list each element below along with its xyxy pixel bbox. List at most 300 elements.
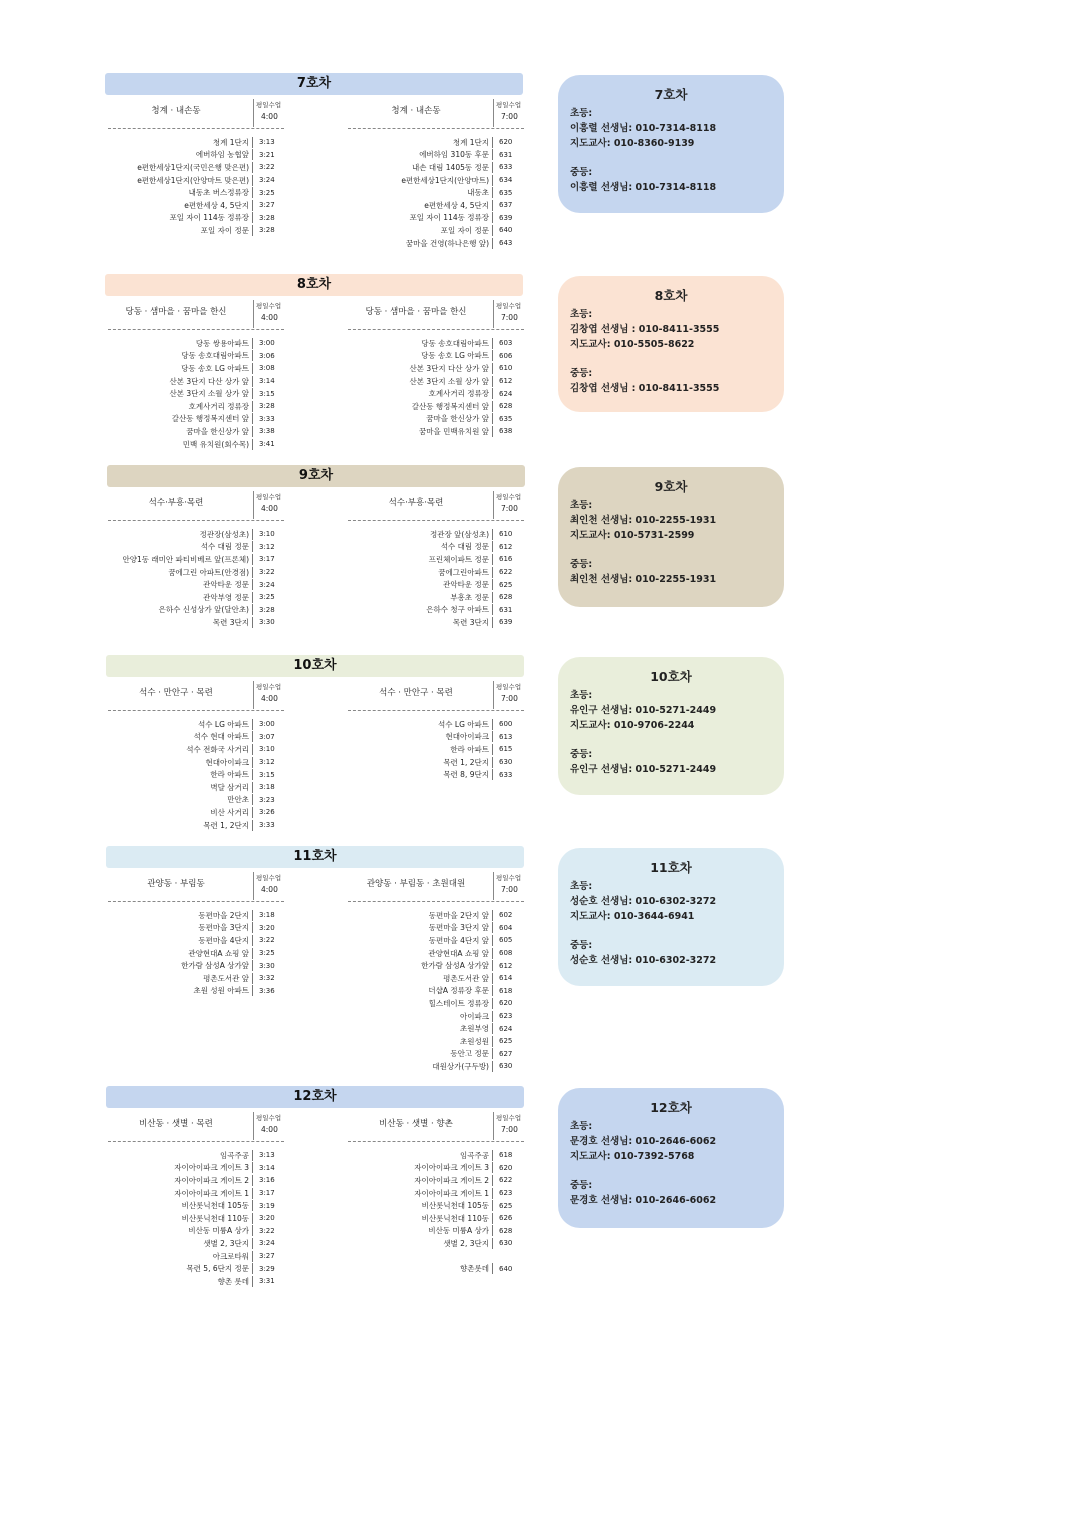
stop-time: 623	[499, 1189, 513, 1198]
middle-teacher-phone: 문경호 선생님: 010-2646-6062	[570, 1195, 717, 1206]
stop-time: 3:36	[259, 986, 275, 995]
departure-time: 7:00	[501, 694, 518, 703]
stop-time: 613	[499, 732, 513, 741]
header-divider	[493, 491, 494, 519]
stop-name: 자이아이파크 게이트 3	[106, 1162, 253, 1173]
stop-name: 석수 LG 아파트	[106, 719, 253, 730]
middle-label: 중등:	[570, 167, 593, 178]
stop-time: 612	[499, 961, 513, 970]
stop-name: 포일 자이 정문	[346, 225, 493, 236]
stop-name: 벽달 삼거리	[106, 782, 253, 793]
stop-list	[346, 136, 529, 249]
list-item	[346, 136, 529, 149]
list-item	[346, 413, 529, 426]
time-label: 평일수업	[496, 493, 522, 501]
stop-name: 프린체이파트 정문	[346, 554, 493, 565]
stop-name: 비산롯닉천대 110동	[346, 1213, 493, 1224]
stop-name: e편한세상1단지(안양마트 맞은편)	[106, 175, 253, 186]
stop-time: 639	[499, 618, 513, 627]
stop-time: 3:27	[259, 1252, 275, 1261]
stop-time: 630	[499, 758, 513, 767]
stop-name: e편한세상 4, 5단지	[106, 200, 253, 211]
list-item	[106, 350, 289, 363]
stop-time: 3:30	[259, 618, 275, 627]
stop-time: 3:08	[259, 364, 275, 373]
list-item	[346, 425, 529, 438]
stop-time: 3:23	[259, 795, 275, 804]
stop-name: 석수 LG 아파트	[346, 719, 493, 730]
stop-time: 625	[499, 1037, 513, 1046]
time-label: 평일수업	[496, 683, 522, 691]
list-item	[346, 985, 529, 998]
stop-name: 목련 1, 2단지	[106, 820, 253, 831]
stop-time: 602	[499, 911, 513, 920]
list-item	[106, 591, 289, 604]
middle-label: 중등:	[570, 940, 593, 951]
stop-name: e편한세상1단지(국민은행 맞은편)	[106, 162, 253, 173]
stop-time: 3:33	[259, 821, 275, 830]
stop-time: 3:29	[259, 1264, 275, 1273]
stop-name: 목련 3단지	[106, 617, 253, 628]
stop-name: e편한세상 4, 5단지	[346, 200, 493, 211]
stop-time: 603	[499, 339, 513, 348]
stop-time: 622	[499, 1176, 513, 1185]
stop-list	[106, 136, 289, 237]
stop-name: 평촌도서관 앞	[346, 973, 493, 984]
elementary-label: 초등:	[570, 1121, 593, 1132]
departure-time: 4:00	[261, 112, 278, 121]
stop-time: 3:10	[259, 745, 275, 754]
list-item	[346, 972, 529, 985]
stop-name: 자이아이파크 게이트 2	[346, 1175, 493, 1186]
stop-time: 618	[499, 1151, 513, 1160]
route-title-bar: 7호차	[105, 73, 523, 95]
route-name: 관양동 · 부림동	[147, 879, 205, 889]
stop-name: 꿈마을 건영(하나은행 앞)	[346, 238, 493, 249]
stop-name: 동편마을 4단지	[106, 935, 253, 946]
stop-time: 3:13	[259, 1151, 275, 1160]
dashed-separator	[348, 901, 524, 902]
list-item	[106, 756, 289, 769]
list-item	[346, 1035, 529, 1048]
stop-time: 3:13	[259, 138, 275, 147]
stop-name: 청계 1단지	[346, 137, 493, 148]
list-item	[346, 909, 529, 922]
stop-time: 3:19	[259, 1201, 275, 1210]
stop-name: 청계 1단지	[106, 137, 253, 148]
route-name: 당동 · 샘마을 · 꿈마을 한신	[125, 307, 227, 317]
stop-name: 당동 송호 LG 아파트	[346, 350, 493, 361]
spacer	[570, 543, 772, 557]
stop-name: 안양1동 래미안 파티비베르 앞(프론체)	[106, 554, 253, 565]
dashed-separator	[348, 329, 524, 330]
list-item	[346, 387, 529, 400]
list-item	[346, 1212, 529, 1225]
stop-time: 638	[499, 427, 513, 436]
middle-label: 중등:	[570, 368, 593, 379]
header-divider	[493, 681, 494, 709]
stop-list	[346, 528, 529, 629]
stop-name: 포일 자이 114동 정류장	[106, 212, 253, 223]
stop-name: 동편마을 3단지	[106, 922, 253, 933]
stop-name: 꿈마을 민백유치원 앞	[346, 426, 493, 437]
stop-name: 석수 현대 아파트	[106, 731, 253, 742]
card-title: 7호차	[654, 87, 688, 102]
stop-time: 3:12	[259, 542, 275, 551]
stop-time: 605	[499, 936, 513, 945]
contact-card	[558, 276, 784, 412]
list-item	[106, 731, 289, 744]
card-title: 9호차	[654, 479, 688, 494]
list-item	[106, 578, 289, 591]
assistant-teacher-phone: 지도교사: 010-8360-9139	[570, 138, 695, 149]
list-item	[106, 959, 289, 972]
spacer	[570, 1164, 772, 1178]
stop-time: 3:22	[259, 163, 275, 172]
stop-name: 더샵A 정류장 후문	[346, 985, 493, 996]
stop-name: 비산롯닉천대 110동	[106, 1213, 253, 1224]
list-item	[106, 718, 289, 731]
middle-teacher-phone: 성순호 선생님: 010-6302-3272	[570, 955, 717, 966]
list-item	[346, 1187, 529, 1200]
list-item	[346, 149, 529, 162]
stop-name: 꿈마을 한신상가 앞	[106, 426, 253, 437]
departure-time: 7:00	[501, 504, 518, 513]
stop-name: 동편마을 3단지 앞	[346, 922, 493, 933]
stop-time: 3:28	[259, 402, 275, 411]
stop-time: 3:17	[259, 1189, 275, 1198]
stop-time: 3:31	[259, 1277, 275, 1286]
list-item	[346, 768, 529, 781]
stop-name: 관악타운 정문	[106, 579, 253, 590]
route-name: 비산동 · 샛별 · 목련	[139, 1119, 213, 1129]
departure-time: 4:00	[261, 1125, 278, 1134]
list-item	[346, 578, 529, 591]
stop-name: 향촌 롯데	[106, 1276, 253, 1287]
list-item	[106, 438, 289, 451]
stop-name: 동편마을 2단지	[106, 910, 253, 921]
stop-name: 호계사거리 정류장	[106, 401, 253, 412]
stop-time: 620	[499, 138, 513, 147]
card-title: 12호차	[650, 1100, 692, 1115]
stop-time: 626	[499, 1214, 513, 1223]
stop-time: 620	[499, 1163, 513, 1172]
stop-time: 3:15	[259, 770, 275, 779]
list-item	[106, 922, 289, 935]
elementary-teacher-phone: 김창엽 선생님 : 010-8411-3555	[570, 324, 720, 335]
dashed-separator	[108, 128, 284, 129]
list-item	[106, 1212, 289, 1225]
stop-time: 3:41	[259, 440, 275, 449]
stop-name: 산본 3단지 소월 상가 앞	[106, 388, 253, 399]
list-item	[106, 224, 289, 237]
list-item	[106, 199, 289, 212]
stop-name: 비산 사거리	[106, 807, 253, 818]
stop-name: 현대아이파크	[346, 731, 493, 742]
route-name: 석수 · 만안구 · 목련	[139, 688, 213, 698]
stop-list	[346, 909, 529, 1073]
elementary-label: 초등:	[570, 881, 593, 892]
stop-name: 내동초	[346, 187, 493, 198]
elementary-teacher-phone: 성순호 선생님: 010-6302-3272	[570, 896, 717, 907]
dashed-separator	[348, 128, 524, 129]
stop-time: 3:28	[259, 226, 275, 235]
list-item	[346, 934, 529, 947]
list-item	[346, 1149, 529, 1162]
list-item	[106, 819, 289, 832]
list-item	[106, 985, 289, 998]
route-title-bar: 9호차	[107, 465, 525, 487]
stop-time: 3:32	[259, 974, 275, 983]
assistant-teacher-phone: 지도교사: 010-3644-6941	[570, 911, 695, 922]
stop-name: 에버하임 310동 후문	[346, 149, 493, 160]
stop-time: 3:33	[259, 414, 275, 423]
stop-name: 아크로타워	[106, 1251, 253, 1262]
contact-card	[558, 75, 784, 213]
list-item	[346, 616, 529, 629]
list-item	[346, 212, 529, 225]
list-item	[346, 362, 529, 375]
list-item	[346, 731, 529, 744]
stop-time: 627	[499, 1049, 513, 1058]
stop-name: 당동 쌍용아파트	[106, 338, 253, 349]
stop-time: 3:00	[259, 720, 275, 729]
stop-name: 한가람 삼성A 상가앞	[346, 960, 493, 971]
stop-name: 포일 자이 정문	[106, 225, 253, 236]
assistant-teacher-phone: 지도교사: 010-5505-8622	[570, 339, 695, 350]
dashed-separator	[108, 329, 284, 330]
list-item	[346, 553, 529, 566]
stop-name: 목련 3단지	[346, 617, 493, 628]
stop-time: 606	[499, 351, 513, 360]
departure-time: 4:00	[261, 885, 278, 894]
middle-teacher-phone: 김창엽 선생님 : 010-8411-3555	[570, 383, 720, 394]
spacer	[570, 733, 772, 747]
route-name: 석수·부흥·목련	[388, 498, 444, 508]
stop-time: 612	[499, 377, 513, 386]
stop-name: 부흥초 정문	[346, 592, 493, 603]
stop-name: 비산롯닉천대 105동	[106, 1200, 253, 1211]
stop-time: 634	[499, 176, 513, 185]
list-item	[106, 553, 289, 566]
list-item	[106, 972, 289, 985]
list-item	[346, 997, 529, 1010]
list-item	[346, 959, 529, 972]
stop-name: 향촌롯데	[346, 1263, 493, 1274]
stop-name: 호계사거리 정류장	[346, 388, 493, 399]
stop-name: 정관장(삼성초)	[106, 529, 253, 540]
middle-label: 중등:	[570, 559, 593, 570]
stop-name: 한가람 삼성A 상가앞	[106, 960, 253, 971]
time-label: 평일수업	[256, 1114, 282, 1122]
assistant-teacher-phone: 지도교사: 010-9706-2244	[570, 720, 695, 731]
time-label: 평일수업	[496, 101, 522, 109]
list-item	[346, 350, 529, 363]
stop-list	[106, 528, 289, 629]
dashed-separator	[108, 901, 284, 902]
stop-time: 600	[499, 720, 513, 729]
header-divider	[253, 1112, 254, 1140]
departure-time: 4:00	[261, 694, 278, 703]
route-title-bar: 10호차	[106, 655, 524, 677]
stop-time: 3:25	[259, 949, 275, 958]
stop-time: 3:22	[259, 1226, 275, 1235]
stop-time: 610	[499, 530, 513, 539]
list-item	[346, 174, 529, 187]
list-item	[106, 1225, 289, 1238]
stop-time: 3:24	[259, 176, 275, 185]
stop-time: 612	[499, 542, 513, 551]
list-item	[346, 337, 529, 350]
stop-time: 630	[499, 1239, 513, 1248]
stop-time: 3:21	[259, 150, 275, 159]
list-item	[106, 212, 289, 225]
stop-time: 614	[499, 974, 513, 983]
stop-name: 비산동 미륭A 상가	[106, 1225, 253, 1236]
list-item	[106, 743, 289, 756]
stop-time: 3:25	[259, 593, 275, 602]
elementary-label: 초등:	[570, 108, 593, 119]
stop-name: 목련 8, 9단지	[346, 769, 493, 780]
list-item	[346, 224, 529, 237]
stop-time: 640	[499, 226, 513, 235]
stop-time: 625	[499, 580, 513, 589]
list-item	[346, 1237, 529, 1250]
stop-name: 산본 3단지 다산 상가 앞	[106, 376, 253, 387]
stop-list	[346, 718, 529, 781]
time-label: 평일수업	[256, 101, 282, 109]
list-item	[106, 362, 289, 375]
stop-name: 자이아이파크 게이트 1	[346, 1188, 493, 1199]
list-item	[106, 781, 289, 794]
departure-time: 7:00	[501, 885, 518, 894]
stop-name: 내손 대림 1405동 정문	[346, 162, 493, 173]
stop-time: 623	[499, 1012, 513, 1021]
stop-time: 604	[499, 923, 513, 932]
route-name: 청계 · 내손동	[391, 106, 441, 116]
list-item	[346, 1174, 529, 1187]
stop-name: 꿈에그린 아파트(안경점)	[106, 567, 253, 578]
route-name: 석수·부흥·목련	[148, 498, 204, 508]
list-item	[346, 947, 529, 960]
stop-list	[346, 337, 529, 438]
stop-time: 3:20	[259, 923, 275, 932]
time-label: 평일수업	[256, 302, 282, 310]
stop-name: 산본 3단지 소월 상가 앞	[346, 376, 493, 387]
stop-name: 샛별 2, 3단지	[346, 1238, 493, 1249]
elementary-label: 초등:	[570, 309, 593, 320]
elementary-label: 초등:	[570, 690, 593, 701]
middle-teacher-phone: 이흥렬 선생님: 010-7314-8118	[570, 182, 717, 193]
list-item	[106, 541, 289, 554]
elementary-label: 초등:	[570, 500, 593, 511]
stop-time: 635	[499, 188, 513, 197]
stop-time: 3:28	[259, 213, 275, 222]
stop-name: 자이아이파크 게이트 1	[106, 1188, 253, 1199]
assistant-teacher-phone: 지도교사: 010-5731-2599	[570, 530, 695, 541]
dashed-separator	[108, 520, 284, 521]
route-name: 석수 · 만안구 · 목련	[379, 688, 453, 698]
stop-name: 초원부영	[346, 1023, 493, 1034]
stop-time: 643	[499, 239, 513, 248]
middle-label: 중등:	[570, 749, 593, 760]
stop-time: 637	[499, 201, 513, 210]
list-item	[346, 1262, 529, 1275]
header-divider	[253, 99, 254, 127]
dashed-separator	[108, 710, 284, 711]
list-item	[346, 237, 529, 250]
departure-time: 4:00	[261, 313, 278, 322]
stop-name: 대원상가(구두방)	[346, 1061, 493, 1072]
stop-name: 포일 자이 114동 정류장	[346, 212, 493, 223]
stop-name: 갈산동 행정복지센터 앞	[106, 413, 253, 424]
stop-time: 633	[499, 770, 513, 779]
list-item	[346, 1010, 529, 1023]
list-item	[106, 604, 289, 617]
header-divider	[253, 300, 254, 328]
route-name: 당동 · 샘마을 · 꿈마을 한신	[365, 307, 467, 317]
stop-time: 3:12	[259, 758, 275, 767]
departure-time: 7:00	[501, 1125, 518, 1134]
time-label: 평일수업	[256, 493, 282, 501]
list-item	[106, 149, 289, 162]
time-label: 평일수업	[256, 683, 282, 691]
stop-name: 관악타운 정문	[346, 579, 493, 590]
list-item	[106, 934, 289, 947]
stop-time: 3:26	[259, 808, 275, 817]
stop-name: 민백 유치원(회수목)	[106, 439, 253, 450]
stop-time: 640	[499, 1264, 513, 1273]
stop-time: 3:06	[259, 351, 275, 360]
list-item	[106, 1262, 289, 1275]
stop-time: 624	[499, 389, 513, 398]
stop-time: 3:20	[259, 1214, 275, 1223]
stop-name: 동안고 정문	[346, 1048, 493, 1059]
stop-name: 꿈마을 한신상가 앞	[346, 413, 493, 424]
header-divider	[253, 872, 254, 900]
list-item	[346, 186, 529, 199]
stop-list	[106, 1149, 289, 1288]
stop-time: 608	[499, 949, 513, 958]
stop-time: 3:18	[259, 783, 275, 792]
list-item	[106, 1250, 289, 1263]
stop-time: 628	[499, 1226, 513, 1235]
list-item	[106, 413, 289, 426]
list-item	[106, 337, 289, 350]
list-item	[106, 1275, 289, 1288]
stop-time: 616	[499, 555, 513, 564]
route-title-bar: 12호차	[106, 1086, 524, 1108]
list-item	[346, 1250, 529, 1263]
stop-name: 초원성원	[346, 1036, 493, 1047]
stop-time: 3:27	[259, 201, 275, 210]
list-item	[346, 528, 529, 541]
stop-list	[106, 718, 289, 831]
header-divider	[493, 872, 494, 900]
dashed-separator	[348, 710, 524, 711]
list-item	[106, 1174, 289, 1187]
card-title: 10호차	[650, 669, 692, 684]
list-item	[106, 566, 289, 579]
time-label: 평일수업	[496, 302, 522, 310]
list-item	[346, 566, 529, 579]
stop-name: 관양현대A 쇼핑 앞	[106, 948, 253, 959]
list-item	[346, 718, 529, 731]
stop-time: 3:18	[259, 911, 275, 920]
stop-name: 석수 대림 정문	[346, 541, 493, 552]
header-divider	[493, 300, 494, 328]
list-item	[346, 604, 529, 617]
